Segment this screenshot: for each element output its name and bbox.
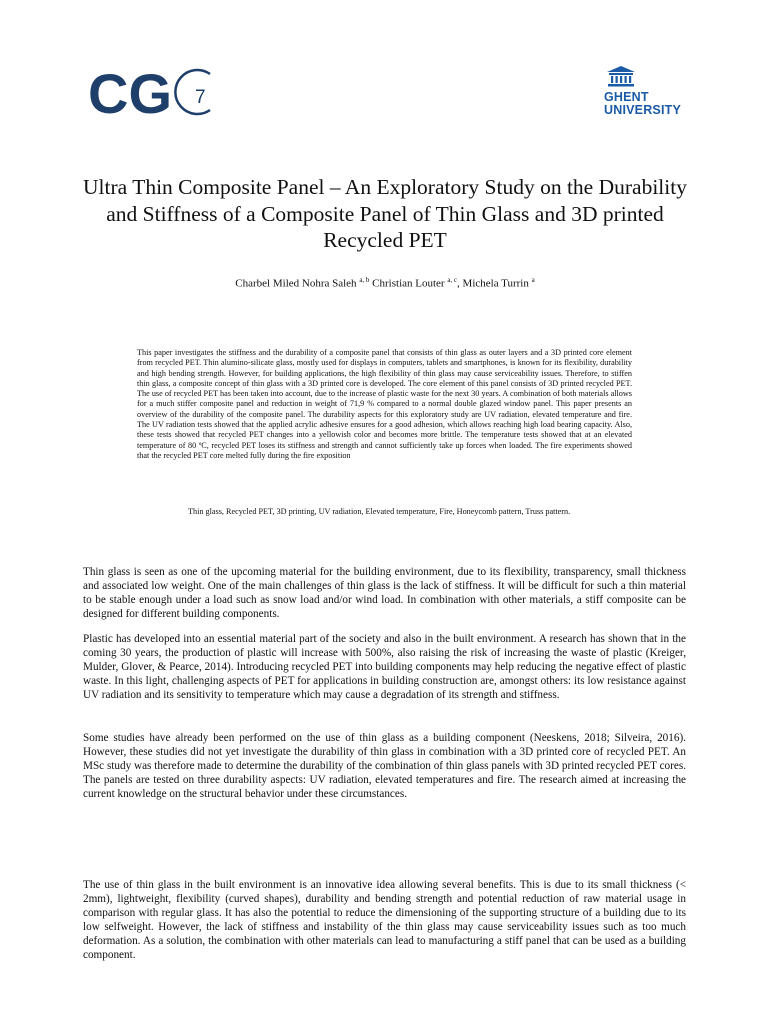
building-icon <box>606 65 636 87</box>
author-affiliation: a, c <box>447 276 458 284</box>
author-affiliation: a <box>531 276 535 284</box>
body-paragraph: Some studies have already been performed on the use of thin glass as a building component (Neeskens, 2018; Silveira, 2016). However, these studies did not yet investigate the durability of thin glass in combination with a 3D printed core of recycled PET. An MSc study was therefore made to determine the durability of the combination of thin glass panels with 3D printed recycled PET cores. The panels are tested on three durability aspects: UV radiation, elevated temperatures and fire. The research aimed at increasing the current knowledge on the structural behavior under these circumstances. <box>83 732 686 800</box>
author-list: Charbel Miled Nohra Saleh $^{a, b}$ Christian Louter $^{a, c}$, Michela Turrin $^a$ <box>235 276 535 290</box>
body-paragraph: Thin glass is seen as one of the upcoming material for the building environment, due to its flexibility, transparency, small thickness and associated low weight. One of the main challenges of thin glass is the lack of stiffness. It will be difficult for such a thin material to be stable enough under a load such as snow load and/or wind load. In combination with other materials, a stiff composite can be designed for different building components. <box>83 566 686 620</box>
university-name <box>604 91 684 117</box>
body-paragraph: The use of thin glass in the built environment is an innovative idea allowing several benefits. This is due to its small thickness (< 2mm), lightweight, flexibility (curved shapes), durability and bending strength and potential reduction of raw material usage in comparison with regular glass. It has also the potential to reduce the dimensioning of the supporting structure of a building due to its low selfweight. However, the lack of stiffness and instability of the thin glass may cause serviceability issues such as too much deformation. As a solution, the combination with other materials can lead to manufacturing a stiff panel that can be used as a building component. <box>83 879 686 961</box>
body-paragraph: Plastic has developed into an essential material part of the society and also in the built environment. A research has shown that in the coming 30 years, the production of plastic will increase with 500%, also raising the risk of increasing the waste of plastic (Kreiger, Mulder, Glover, & Pearce, 2014). Introducing recycled PET into building components may help reducing the negative effect of plastic waste. In this light, challenging aspects of PET for applications in building construction are, amongst others: its low resistance against UV radiation and its sensitivity to temperature which may cause a degradation of its strength and stiffness. <box>83 633 686 701</box>
cgc-letters: CG <box>88 62 172 122</box>
author-name: Michela Turrin <box>462 277 529 290</box>
cgc7-logo-graphic <box>88 62 228 122</box>
paper-title: Ultra Thin Composite Panel – An Exploratory Study on the Durability and Stiffness of a Composite Panel of Thin Glass and 3D printed Recycled PET <box>83 175 687 252</box>
author-affiliation: a, b <box>359 276 370 284</box>
keywords: Thin glass, Recycled PET, 3D printing, UV radiation, Elevated temperature, Fire, Honeycomb pattern, Truss pattern. <box>188 507 571 516</box>
abstract: This paper investigates the stiffness and the durability of a composite panel that consists of thin glass as outer layers and a 3D printed core element from recycled PET. Thin alumino-silicate glass, mostly used for displays in computers, tablets and smartphones, is known for its flexibility, durability and high bending strength. However, for building applications, the high flexibility of thin glass may cause serviceability issues. Therefore, to stiffen thin glass, a composite concept of thin glass with a 3D printed core is developed. The core element of this panel consists of 3D printed recycled PET. The use of recycled PET has been taken into account, due to the increase of plastic waste for the next 30 years. A combination of both materials allows for a much stiffer composite panel and reduction in weight of 71,9 % compared to a normal double glazed window panel. This paper presents an overview of the durability of the composite panel. The durability aspects for this exploratory study are UV radiation, elevated temperature and fire. The UV radiation tests showed that the applied acrylic adhesive ensures for a good adhesion, which allows reaching high load bearing capacity. Also, these tests showed that recycled PET changes into a yellowish color and becomes more brittle. The temperature tests showed that at an elevated temperature of 80 ºC, recycled PET loses its stiffness and strength and cannot sufficiently take up forces when loaded. The fire experiments showed that the recycled PET core melted fully during the fire exposition <box>137 348 632 460</box>
university-name-line1: GHENT <box>604 90 649 104</box>
author-name: Christian Louter <box>372 277 445 290</box>
conference-number: 7 <box>195 87 206 108</box>
university-logo <box>604 65 684 131</box>
university-name-line2: UNIVERSITY <box>604 103 682 117</box>
conference-logo <box>88 62 228 122</box>
author-name: Charbel Miled Nohra Saleh <box>235 277 357 290</box>
